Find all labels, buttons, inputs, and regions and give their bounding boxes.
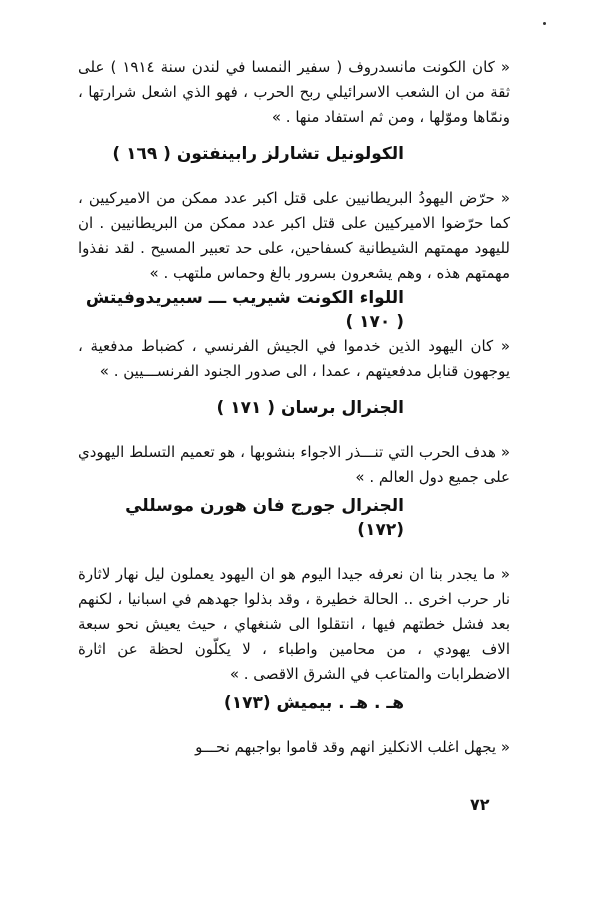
- paragraph-mansdorf: « كان الكونت مانسدروف ( سفير النمسا في لندن سنة ١٩١٤ ) على ثقة من ان الشعب الاسرائيلي ربح الحرب ، فهو الذي اشعل شرارتها ، ونمّاها وموّلها ، ومن ثم استفاد منها . »: [78, 58, 510, 126]
- spacer: [78, 130, 510, 142]
- heading-cherep: اللواء الكونت شيريب ـــ سبيريدوفيتش ( ١٧٠ ): [85, 288, 404, 332]
- section-beamish: [78, 691, 510, 760]
- spacer: [78, 384, 510, 396]
- heading-bersan: الجنرال برسان ( ١٧١ ): [216, 398, 404, 418]
- paragraph-moseley: « ما يجدر بنا ان نعرفه جيدا اليوم هو ان اليهود يعملون ليل نهار لاثارة نار حرب اخرى .. الحالة خطيرة ، وقد بذلوا جهدهم في اسبانيا ، لكنهم بعد فشل خطتهم فيها ، انتقلوا الى شنغهاي ، حيث يعيش نحو سبعة الاف يهودي ، من محامين واطباء ، لا يكلّون لحظة عن اثارة الاضطرابات والمتاعب في الشرق الاقصى . »: [78, 565, 510, 683]
- paragraph-rabinfton: « حرّض اليهودُ البريطانيين على قتل اكبر عدد ممكن من الاميركيين ، كما حرّضوا الاميركيين على قتل اكبر عدد ممكن من البريطانيين . ان لليهود مهمتهم الشيطانية كسفاحين، على حد تعبير المسيح . لقد نفذوا مهمتهم هذه ، وهم يشعرون بسرور بالغ وحماس ملتهب . »: [78, 189, 510, 282]
- spacer: [78, 715, 510, 735]
- page-number: ٧٢: [470, 795, 490, 814]
- paragraph-cherep: « كان اليهود الذين خدموا في الجيش الفرنسي ، كضباط مدفعية ، يوجهون قنابل مدفعيتهم ، عمدا ، الى صدور الجنود الفرنســـيين . »: [78, 337, 510, 380]
- heading-rabinfton: الكولونيل تشارلز رابينفتون ( ١٦٩ ): [112, 144, 404, 164]
- heading-moseley: الجنرال جورج فان هورن موسللي (١٧٢): [125, 496, 404, 540]
- section-moseley: [78, 494, 510, 687]
- scan-speck: [543, 22, 546, 25]
- section-cherep: [78, 286, 510, 384]
- section-rabinfton: [78, 142, 510, 286]
- page-body: [78, 55, 510, 760]
- section-mansdorf: [78, 55, 510, 130]
- spacer: [78, 166, 510, 186]
- paragraph-bersan: « هدف الحرب التي تنـــذر الاجواء بنشوبها ، هو تعميم التسلط اليهودي على جميع دول العالم . »: [78, 443, 510, 486]
- paragraph-beamish: « يجهل اغلب الانكليز انهم وقد قاموا بواجبهم نحـــو: [195, 738, 510, 756]
- heading-beamish: هـ . هـ . بيميش (١٧٣): [223, 693, 404, 713]
- spacer: [78, 420, 510, 440]
- spacer: [78, 542, 510, 562]
- section-bersan: [78, 396, 510, 490]
